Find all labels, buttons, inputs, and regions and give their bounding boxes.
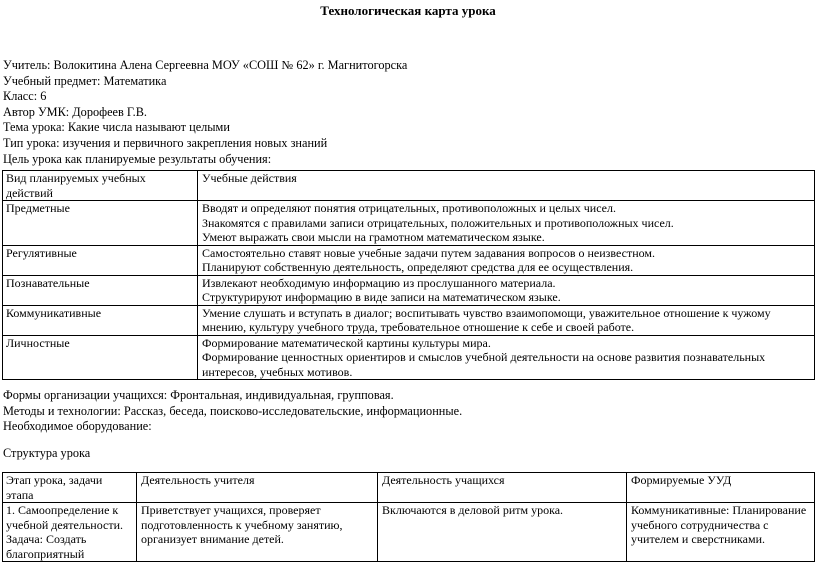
lesson-info (3, 58, 407, 167)
forms-line: Формы организации учащихся: Фронтальная, индивидуальная, групповая. (3, 388, 394, 402)
goal-line: Цель урока как планируемые результаты обучения: (3, 151, 272, 166)
stage-cell: 1. Самоопределение к учебной деятельности. Задача: Создать благоприятный (3, 503, 137, 562)
action-line: Формирование математической картины культуры мира. (202, 335, 491, 350)
table-row (3, 201, 815, 246)
column-header: Вид планируемых учебных действий (3, 171, 198, 201)
topic-line: Тема урока: Какие числа называют целыми (3, 120, 230, 135)
table-row (3, 503, 815, 562)
structure-table (2, 472, 815, 562)
table-row (3, 335, 815, 380)
table-header-row (3, 171, 815, 201)
student-activity-cell: Включаются в деловой ритм урока. (378, 503, 627, 562)
actions-cell (198, 305, 815, 335)
action-type-cell: Коммуникативные (3, 305, 198, 335)
column-header: Деятельность учителя (137, 473, 378, 503)
table-row (3, 275, 815, 305)
actions-cell (198, 245, 815, 275)
action-line: Извлекают необходимую информацию из прослушанного материала. (202, 275, 556, 290)
action-line: Вводят и определяют понятия отрицательных, противоположных и целых чисел. (202, 201, 616, 215)
methods-line: Методы и технологии: Рассказ, беседа, поисково-исследовательские, информационные. (3, 403, 463, 418)
uud-cell: Коммуникативные: Планирование учебного сотрудничества с учителем и сверстниками. (627, 503, 815, 562)
column-header: Этап урока, задачи этапа (3, 473, 137, 503)
table-header-row (3, 473, 815, 503)
class-line: Класс: 6 (3, 89, 47, 104)
action-type-cell: Познавательные (3, 275, 198, 305)
table-row (3, 305, 815, 335)
results-table (2, 170, 815, 380)
organization-info (3, 388, 462, 435)
lesson-type-line: Тип урока: изучения и первичного закрепления новых знаний (3, 135, 328, 150)
page-title: Технологическая карта урока (320, 3, 496, 18)
teacher-activity-cell: Приветствует учащихся, проверяет подготовленность к учебному занятию, организует внимание детей. (137, 503, 378, 562)
author-line: Автор УМК: Дорофеев Г.В. (3, 104, 147, 119)
subject-line: Учебный предмет: Математика (3, 73, 167, 88)
action-line: Знакомятся с правилами записи отрицательных, положительных и противоположных чисел. (202, 215, 674, 230)
actions-cell (198, 275, 815, 305)
action-line: Планируют собственную деятельность, определяют средства для ее осуществления. (202, 260, 634, 274)
column-header: Деятельность учащихся (378, 473, 627, 503)
action-line: Структурируют информацию в виде записи на математическом языке. (202, 290, 561, 304)
column-header: Формируемые УУД (627, 473, 815, 503)
action-type-cell: Регулятивные (3, 245, 198, 275)
action-line: Формирование ценностных ориентиров и смыслов учебной деятельности на основе развития познавательных интересов, учебных мотивов. (202, 350, 766, 379)
action-line: Умение слушать и вступать в диалог; воспитывать чувство взаимопомощи, уважительное отношение к чужому мнению, культуру учебного труда, требовательное отношение к себе и своей работе. (202, 305, 771, 334)
action-type-cell: Личностные (3, 335, 198, 380)
action-line: Умеют выражать свои мысли на грамотном математическом языке. (202, 230, 545, 244)
structure-title: Структура урока (3, 446, 91, 460)
column-header: Учебные действия (198, 171, 815, 201)
action-line: Самостоятельно ставят новые учебные задачи путем задавания вопросов о неизвестном. (202, 245, 655, 260)
equipment-line: Необходимое оборудование: (3, 419, 152, 434)
action-type-cell: Предметные (3, 201, 198, 246)
actions-cell (198, 201, 815, 246)
table-row (3, 245, 815, 275)
actions-cell (198, 335, 815, 380)
teacher-line: Учитель: Волокитина Алена Сергеевна МОУ «СОШ № 62» г. Магнитогорска (3, 58, 408, 72)
